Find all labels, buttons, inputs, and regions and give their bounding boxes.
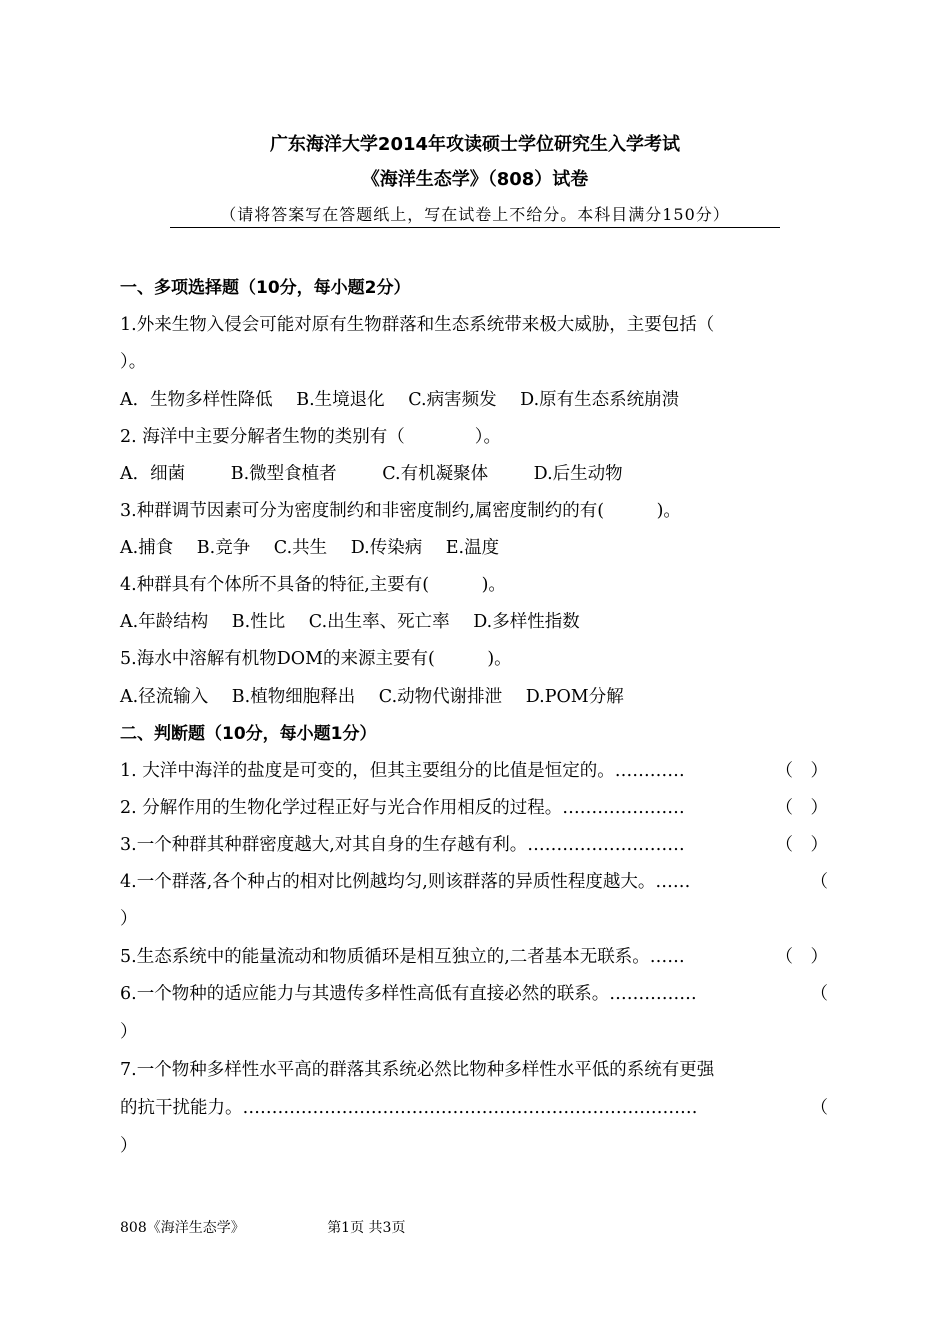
question-1: 1.外来生物入侵会可能对原有生物群落和生态系统带来极大威胁，主要包括（ xyxy=(120,315,715,335)
judge-text: 6.一个物种的适应能力与其遗传多样性高低有直接必然的联系。…………… xyxy=(120,984,697,1004)
judge-text: 3.一个种群其种群密度越大,对其自身的生存越有利。……………………… xyxy=(120,835,685,855)
judge-text: 2. 分解作用的生物化学过程正好与光合作用相反的过程。………………… xyxy=(120,798,685,818)
question-5-options xyxy=(120,685,830,709)
option: B.植物细胞释出 xyxy=(231,687,356,707)
option: A．细菌 xyxy=(120,464,186,484)
question-2-options xyxy=(120,462,830,486)
answer-blank-open: （ xyxy=(810,1098,828,1118)
judge-text: 的抗干扰能力。…………………………………………………………………… xyxy=(120,1098,698,1118)
question-3-options xyxy=(120,536,830,560)
judge-item-6 xyxy=(120,982,828,1006)
option: D.POM分解 xyxy=(525,687,624,707)
question-3: 3.种群调节因素可分为密度制约和非密度制约,属密度制约的有( )。 xyxy=(120,501,681,521)
option: C.动物代谢排泄 xyxy=(378,687,503,707)
question-1-continuation: ）。 xyxy=(120,352,147,372)
option: B.生境退化 xyxy=(296,390,385,410)
option: A.年龄结构 xyxy=(120,612,209,632)
section-heading-true-false: 二、判断题（10分，每小题1分） xyxy=(120,724,377,744)
page-footer xyxy=(120,1217,405,1237)
option: C.出生率、死亡率 xyxy=(308,612,450,632)
answer-blank-open: （ xyxy=(810,984,828,1004)
judge-item-3 xyxy=(120,833,828,857)
option: C.共生 xyxy=(273,538,328,558)
option: A.径流输入 xyxy=(120,687,209,707)
footer-course: 808《海洋生态学》 xyxy=(120,1220,245,1236)
answer-blank: （ ） xyxy=(775,798,828,818)
answer-blank: （ ） xyxy=(775,835,828,855)
question-4: 4.种群具有个体所不具备的特征,主要有( )。 xyxy=(120,575,506,595)
option: D.原有生态系统崩溃 xyxy=(520,390,680,410)
question-4-options xyxy=(120,610,830,634)
option: D.传染病 xyxy=(350,538,423,558)
option: A.捕食 xyxy=(120,538,174,558)
answer-blank-close: ） xyxy=(120,1022,138,1042)
judge-item-2 xyxy=(120,796,828,820)
footer-page-number: 第1页 共3页 xyxy=(327,1220,406,1236)
judge-item-7: 7.一个物种多样性水平高的群落其系统必然比物种多样性水平低的系统有更强 xyxy=(120,1060,715,1080)
judge-text: 1. 大洋中海洋的盐度是可变的，但其主要组分的比值是恒定的。………… xyxy=(120,761,685,781)
option: C.有机凝聚体 xyxy=(382,464,489,484)
judge-text: 5.生态系统中的能量流动和物质循环是相互独立的,二者基本无联系。…… xyxy=(120,947,685,967)
answer-blank: （ ） xyxy=(775,761,828,781)
answer-blank-close: ） xyxy=(120,909,138,929)
option: D.后生动物 xyxy=(533,464,623,484)
option: C.病害频发 xyxy=(408,390,497,410)
exam-instruction: （请将答案写在答题纸上，写在试卷上不给分。本科目满分150分） xyxy=(170,202,780,228)
question-5: 5.海水中溶解有机物DOM的来源主要有( )。 xyxy=(120,649,512,669)
exam-title: 广东海洋大学2014年攻读硕士学位研究生入学考试 xyxy=(269,134,681,155)
judge-text: 4.一个群落,各个种占的相对比例越均匀,则该群落的异质性程度越大。…… xyxy=(120,872,691,892)
option: B.性比 xyxy=(231,612,286,632)
question-2: 2. 海洋中主要分解者生物的类别有（ ）。 xyxy=(120,427,502,447)
option: A．生物多样性降低 xyxy=(120,390,273,410)
section-heading-multiple-choice: 一、多项选择题（10分，每小题2分） xyxy=(120,278,411,298)
option: B.微型食植者 xyxy=(230,464,337,484)
question-1-options xyxy=(120,388,830,412)
option: E.温度 xyxy=(445,538,500,558)
answer-blank-open: （ xyxy=(810,872,828,892)
option: B.竞争 xyxy=(196,538,251,558)
judge-item-1 xyxy=(120,759,828,783)
judge-item-5 xyxy=(120,945,828,969)
exam-subtitle: 《海洋生态学》（808）试卷 xyxy=(361,169,589,190)
judge-item-7-continuation xyxy=(120,1096,828,1120)
option: D.多样性指数 xyxy=(473,612,580,632)
judge-item-4 xyxy=(120,870,828,894)
answer-blank: （ ） xyxy=(775,947,828,967)
answer-blank-close: ） xyxy=(120,1136,138,1156)
